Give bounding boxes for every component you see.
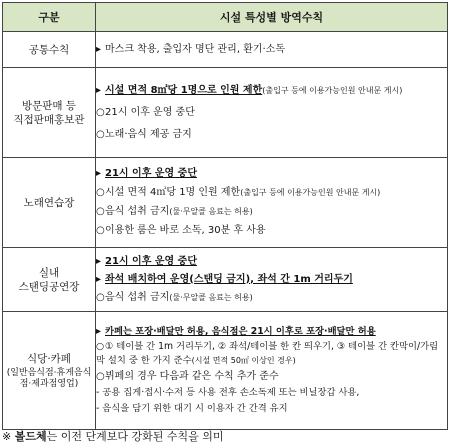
bullet-icon: ▸ bbox=[96, 326, 102, 337]
rule-line: ▸ 시설 면적 8㎡당 1명으로 인원 제한(출입구 등에 이용가능인원 안내문 게시) bbox=[96, 83, 447, 99]
category-cell bbox=[3, 68, 96, 158]
rules-cell bbox=[96, 158, 448, 248]
rules-cell bbox=[96, 32, 448, 68]
rule-line: ○① 테이블 간 1m 거리두기, ② 좌석/테이블 한 칸 띄우기, ③ 테이블 간 칸막이/가림막 설치 중 한 가지 준수(시설 면적 50㎡ 이상인 경우) bbox=[96, 341, 439, 366]
table-row bbox=[3, 248, 448, 312]
footnote-text: 는 이전 단계보다 강화된 수칙을 의미 bbox=[46, 430, 224, 443]
rules-cell bbox=[96, 312, 448, 430]
category-cell bbox=[3, 32, 96, 68]
table-header-row bbox=[3, 3, 448, 32]
table-row bbox=[3, 312, 448, 430]
rule-line: ○시설 면적 4㎡당 1명 인원 제한(출입구 등에 이용가능인원 안내문 게시) bbox=[96, 185, 447, 201]
category-label: 실내 bbox=[38, 266, 60, 279]
category-cell bbox=[3, 158, 96, 248]
rule-line: ○음식 섭취 금지(물·무알콜 음료는 허용) bbox=[96, 290, 447, 306]
rules-cell bbox=[96, 248, 448, 312]
rule-line: ▸ 좌석 배치하여 운영(스탠딩 금지), 좌석 간 1m 거리두기 bbox=[96, 272, 447, 288]
bullet-icon: ▸ bbox=[96, 43, 102, 55]
table-row bbox=[3, 68, 448, 158]
category-cell bbox=[3, 248, 96, 312]
rule-line: ▸ 21시 이후 운영 중단 bbox=[96, 254, 447, 270]
category-label-line2: 직접판매홍보관 bbox=[13, 113, 85, 126]
rule-line: - 공용 집게·접시·수저 등 사용 전후 손소독제 또는 비닐장갑 사용, bbox=[96, 387, 360, 398]
rule-line: ▸ 21시 이후 운영 중단 bbox=[96, 166, 447, 182]
header-category: 구분 bbox=[3, 3, 96, 32]
rule-line: ○21시 이후 운영 중단 bbox=[96, 105, 447, 121]
category-label: 공통수칙 bbox=[28, 43, 70, 56]
rule-line: ○이용한 룸은 바로 소독, 30분 후 사용 bbox=[96, 223, 447, 239]
rule-line: ○음식 섭취 금지(물·무알콜 음료는 허용) bbox=[96, 204, 447, 220]
category-label: 노래연습장 bbox=[23, 196, 75, 209]
header-measures: 시설 특성별 방역수칙 bbox=[96, 3, 448, 32]
table-row bbox=[3, 158, 448, 248]
circle-bullet-icon: ○ bbox=[96, 341, 105, 352]
footnote-bold-term: 볼드체 bbox=[14, 430, 47, 443]
rule-line: ▸ 마스크 착용, 출입자 명단 관리, 환기·소독 bbox=[96, 42, 447, 58]
reference-mark-icon: ※ bbox=[2, 430, 12, 443]
footnote bbox=[2, 428, 223, 444]
category-label-line2: 스탠딩공연장 bbox=[18, 280, 80, 293]
table-row bbox=[3, 32, 448, 68]
circle-bullet-icon: ○ bbox=[96, 371, 105, 382]
rule-line: ○노래·음식 제공 금지 bbox=[96, 127, 447, 143]
bullet-icon: ▸ bbox=[96, 273, 102, 285]
circle-bullet-icon: ○ bbox=[96, 128, 105, 140]
category-label: 방문판매 등 bbox=[21, 99, 77, 112]
category-label: 식당·카페 bbox=[27, 352, 71, 365]
rule-line: ▸ 카페는 포장·배달만 허용, 음식점은 21시 이후로 포장·배달만 허용 bbox=[96, 326, 376, 337]
measures-table bbox=[2, 2, 448, 430]
rules-cell bbox=[96, 68, 448, 158]
category-sub-label: (일반음식점·휴게음식점·제과점영업) bbox=[6, 367, 92, 389]
circle-bullet-icon: ○ bbox=[96, 225, 105, 236]
bullet-icon: ▸ bbox=[96, 168, 102, 179]
circle-bullet-icon: ○ bbox=[96, 291, 105, 303]
circle-bullet-icon: ○ bbox=[96, 106, 105, 118]
rule-line: - 음식을 담기 위한 대기 시 이용자 간 간격 유지 bbox=[96, 403, 288, 414]
circle-bullet-icon: ○ bbox=[96, 206, 105, 217]
category-cell bbox=[3, 312, 96, 430]
rule-line: ○뷔페의 경우 다음과 같은 수칙 추가 준수 bbox=[96, 369, 447, 385]
bullet-icon: ▸ bbox=[96, 84, 102, 96]
bullet-icon: ▸ bbox=[96, 255, 102, 267]
circle-bullet-icon: ○ bbox=[96, 187, 105, 198]
